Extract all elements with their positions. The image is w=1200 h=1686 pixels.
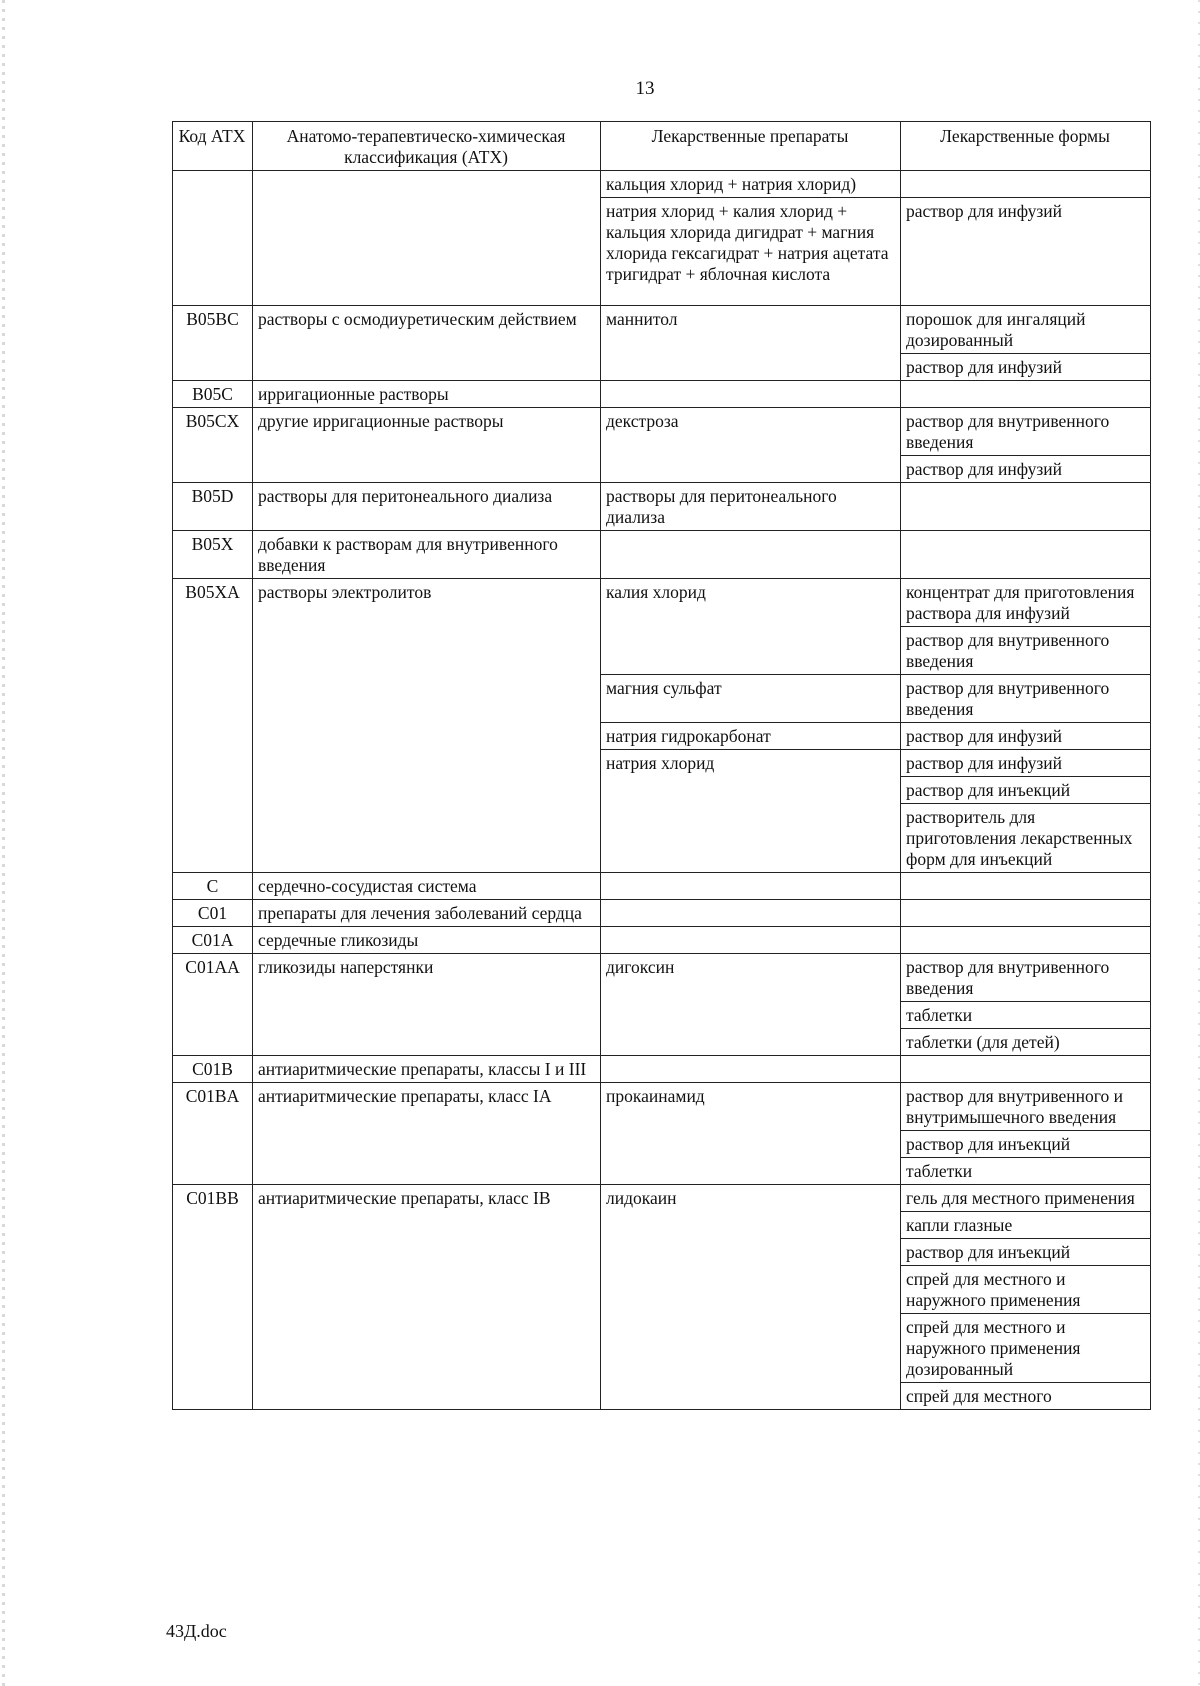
table-row [173, 1056, 1151, 1083]
atx-classification: ирригационные растворы [253, 381, 601, 408]
drug-name: калия хлорид [601, 579, 901, 675]
drug-name [601, 1056, 901, 1083]
drug-name: кальция хлорид + натрия хлорид) [601, 171, 901, 198]
dosage-form: раствор для внутривенного введения [901, 627, 1151, 675]
dosage-form: таблетки [901, 1158, 1151, 1185]
atx-classification: антиаритмические препараты, классы I и III [253, 1056, 601, 1083]
dosage-form [901, 900, 1151, 927]
atx-classification: сердечно-сосудистая система [253, 873, 601, 900]
atx-classification: антиаритмические препараты, класс IB [253, 1185, 601, 1410]
table-row [173, 900, 1151, 927]
atx-code: C01BA [173, 1083, 253, 1185]
header-code: Код АТХ [173, 122, 253, 171]
dosage-form [901, 927, 1151, 954]
drug-name: прокаинамид [601, 1083, 901, 1185]
dosage-form: спрей для местного и наружного применения [901, 1266, 1151, 1314]
atx-code: C [173, 873, 253, 900]
dosage-form: концентрат для приготовления раствора для инфузий [901, 579, 1151, 627]
dosage-form: растворитель для приготовления лекарственных форм для инъекций [901, 804, 1151, 873]
dosage-form [901, 531, 1151, 579]
drug-name: декстроза [601, 408, 901, 483]
table-row [173, 381, 1151, 408]
dosage-form: раствор для инъекций [901, 777, 1151, 804]
drug-name: натрия хлорид + калия хлорид + кальция хлорида дигидрат + магния хлорида гексагидрат + натрия ацетата тригидрат + яблочная кислота [601, 198, 901, 306]
dosage-form [901, 873, 1151, 900]
drug-name: натрия хлорид [601, 750, 901, 873]
table-row [173, 483, 1151, 531]
dosage-form [901, 483, 1151, 531]
atx-classification: растворы электролитов [253, 579, 601, 873]
atx-code: B05D [173, 483, 253, 531]
atx-code: B05BC [173, 306, 253, 381]
dosage-form: гель для местного применения [901, 1185, 1151, 1212]
atx-code: B05CX [173, 408, 253, 483]
dosage-form: раствор для внутривенного введения [901, 675, 1151, 723]
atx-classification: растворы с осмодиуретическим действием [253, 306, 601, 381]
dosage-form: спрей для местного и наружного применения дозированный [901, 1314, 1151, 1383]
drug-name [601, 531, 901, 579]
dosage-form: капли глазные [901, 1212, 1151, 1239]
dosage-form: спрей для местного [901, 1383, 1151, 1410]
drug-name [601, 873, 901, 900]
drug-name [601, 927, 901, 954]
dosage-form: раствор для инфузий [901, 750, 1151, 777]
drug-name: магния сульфат [601, 675, 901, 723]
dosage-form: раствор для инъекций [901, 1239, 1151, 1266]
dosage-form: таблетки (для детей) [901, 1029, 1151, 1056]
table-row [173, 408, 1151, 456]
atx-code: C01B [173, 1056, 253, 1083]
atx-code [173, 171, 253, 306]
dosage-form: раствор для инфузий [901, 198, 1151, 306]
dosage-form [901, 171, 1151, 198]
drug-name [601, 381, 901, 408]
dosage-form: раствор для инфузий [901, 456, 1151, 483]
dosage-form: раствор для внутривенного и внутримышечного введения [901, 1083, 1151, 1131]
dosage-form: порошок для ингаляций дозированный [901, 306, 1151, 354]
dosage-form: раствор для инфузий [901, 354, 1151, 381]
atx-classification: добавки к растворам для внутривенного введения [253, 531, 601, 579]
table-row [173, 1185, 1151, 1212]
atx-classification: сердечные гликозиды [253, 927, 601, 954]
atx-classification: растворы для перитонеального диализа [253, 483, 601, 531]
drug-name: дигоксин [601, 954, 901, 1056]
header-drugs: Лекарственные препараты [601, 122, 901, 171]
header-classification: Анатомо-терапевтическо-химическая классификация (АТХ) [253, 122, 601, 171]
table-row [173, 579, 1151, 627]
atx-code: B05X [173, 531, 253, 579]
file-name-footer: 43Д.doc [166, 1621, 227, 1641]
atx-code: B05XA [173, 579, 253, 873]
drug-name: растворы для перитонеального диализа [601, 483, 901, 531]
drug-name: лидокаин [601, 1185, 901, 1410]
drug-name: натрия гидрокарбонат [601, 723, 901, 750]
dosage-form [901, 1056, 1151, 1083]
atx-classification: препараты для лечения заболеваний сердца [253, 900, 601, 927]
drug-name: маннитол [601, 306, 901, 381]
dosage-form [901, 381, 1151, 408]
atx-classification: антиаритмические препараты, класс IA [253, 1083, 601, 1185]
dosage-form: раствор для внутривенного введения [901, 408, 1151, 456]
atx-code: C01 [173, 900, 253, 927]
table-row [173, 873, 1151, 900]
dosage-form: раствор для инъекций [901, 1131, 1151, 1158]
table-row [173, 954, 1151, 1002]
table-header-row [173, 122, 1151, 171]
atx-table [172, 121, 1151, 1410]
table-row [173, 927, 1151, 954]
atx-classification [253, 171, 601, 306]
table-row [173, 171, 1151, 198]
atx-code: B05C [173, 381, 253, 408]
table-row [173, 531, 1151, 579]
atx-classification: другие ирригационные растворы [253, 408, 601, 483]
drug-name [601, 900, 901, 927]
dosage-form: таблетки [901, 1002, 1151, 1029]
atx-code: C01BB [173, 1185, 253, 1410]
table-row [173, 1083, 1151, 1131]
scan-edge-left [2, 0, 5, 1686]
atx-code: C01AA [173, 954, 253, 1056]
header-forms: Лекарственные формы [901, 122, 1151, 171]
dosage-form: раствор для внутривенного введения [901, 954, 1151, 1002]
atx-classification: гликозиды наперстянки [253, 954, 601, 1056]
atx-code: C01A [173, 927, 253, 954]
table-row [173, 306, 1151, 354]
dosage-form: раствор для инфузий [901, 723, 1151, 750]
page-number: 13 [635, 78, 655, 99]
